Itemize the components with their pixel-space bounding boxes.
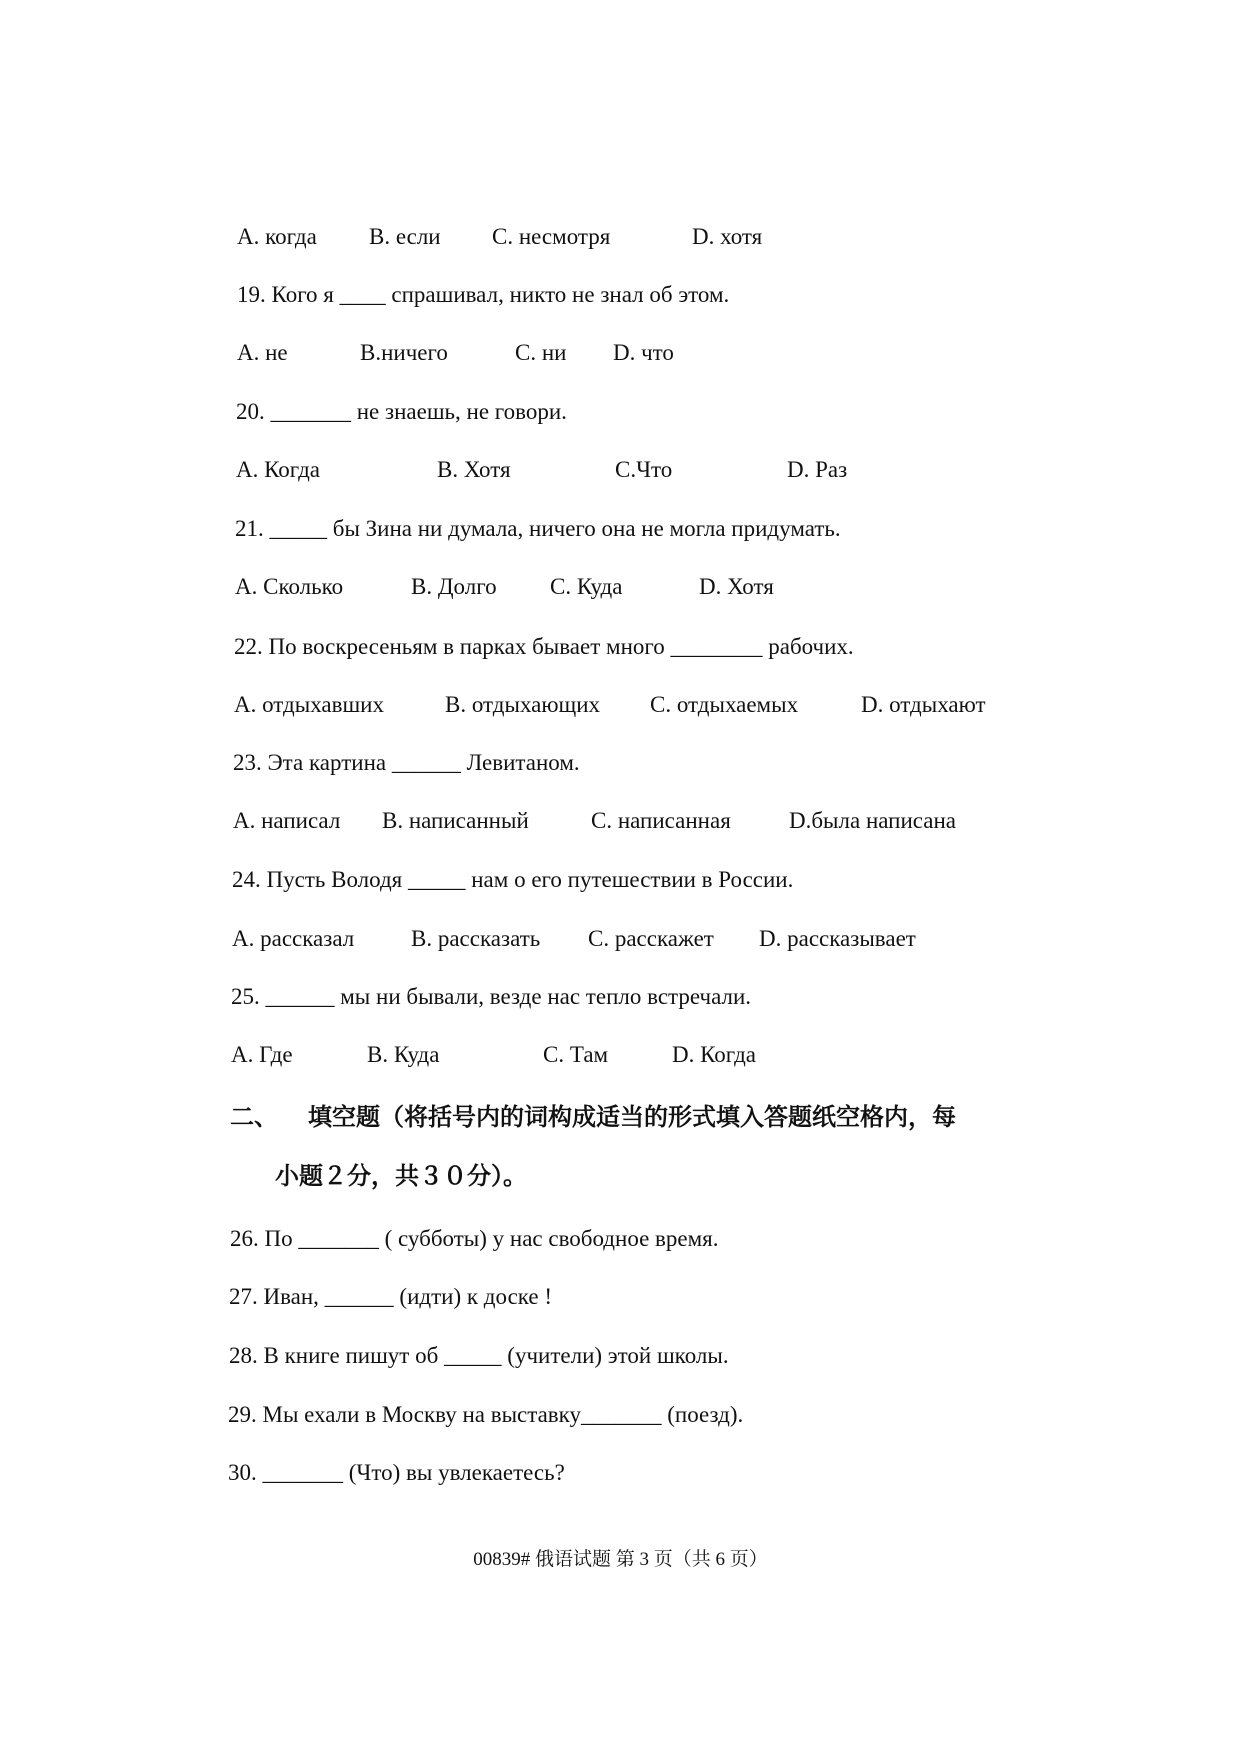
option-d: D. Когда (672, 1042, 757, 1067)
option-b: B. рассказать (411, 926, 541, 951)
section-number: 二、 (230, 1103, 278, 1131)
option-a: A. Сколько (235, 574, 344, 599)
option-c: C. написанная (591, 808, 731, 833)
section-heading-line2: 小题２分，共３０分）。 (275, 1162, 527, 1190)
option-b: B. отдыхающих (445, 692, 601, 717)
option-c: C.Что (615, 457, 673, 482)
question-29: 29. Мы ехали в Москву на выставку_______ (поезд). (228, 1402, 744, 1427)
option-d: D. Хотя (699, 574, 774, 599)
option-c: C. расскажет (588, 926, 714, 951)
option-d: D. отдыхают (861, 692, 986, 717)
option-c: C. ни (515, 340, 567, 365)
question-22: 22. По воскресеньям в парках бывает много ________ рабочих. (234, 634, 854, 659)
question-30: 30. _______ (Что) вы увлекаетесь? (228, 1460, 565, 1485)
page-footer: 00839# 俄语试题 第 3 页（共 6 页） (473, 1549, 768, 1570)
option-a: A. Когда (236, 457, 321, 482)
question-21: 21. _____ бы Зина ни думала, ничего она не могла придумать. (235, 516, 841, 541)
option-b: B. написанный (382, 808, 529, 833)
question-25: 25. ______ мы ни бывали, везде нас тепло встречали. (231, 984, 752, 1009)
option-b: B. Куда (367, 1042, 440, 1067)
question-28: 28. В книге пишут об _____ (учители) этой школы. (229, 1343, 729, 1368)
option-b: B.ничего (360, 340, 448, 365)
option-c: C. Куда (550, 574, 623, 599)
question-27: 27. Иван, ______ (идти) к доске ! (229, 1284, 552, 1309)
option-b: B. Долго (411, 574, 497, 599)
option-d: D.была написана (789, 808, 956, 833)
option-d: D. Раз (787, 457, 848, 482)
question-26: 26. По _______ ( субботы) у нас свободное время. (230, 1226, 719, 1251)
option-a: A. рассказал (232, 926, 355, 951)
option-a: A. когда (237, 224, 317, 249)
question-20: 20. _______ не знаешь, не говори. (236, 399, 567, 424)
option-c: C. Там (543, 1042, 609, 1067)
option-a: A. написал (233, 808, 341, 833)
option-d: D. что (613, 340, 674, 365)
option-b: B. если (369, 224, 441, 249)
option-a: A. отдыхавших (234, 692, 384, 717)
option-a: A. Где (231, 1042, 293, 1067)
section-heading-line1: 填空题（将括号内的词构成适当的形式填入答题纸空格内，每 (308, 1103, 956, 1131)
option-d: D. хотя (692, 224, 763, 249)
option-a: A. не (237, 340, 288, 365)
question-24: 24. Пусть Володя _____ нам о его путешествии в России. (232, 867, 794, 892)
option-c: C. несмотря (492, 224, 611, 249)
question-19: 19. Кого я ____ спрашивал, никто не знал об этом. (237, 282, 730, 307)
question-23: 23. Эта картина ______ Левитаном. (233, 750, 580, 775)
option-d: D. рассказывает (759, 926, 916, 951)
option-c: C. отдыхаемых (650, 692, 799, 717)
option-b: B. Хотя (437, 457, 511, 482)
